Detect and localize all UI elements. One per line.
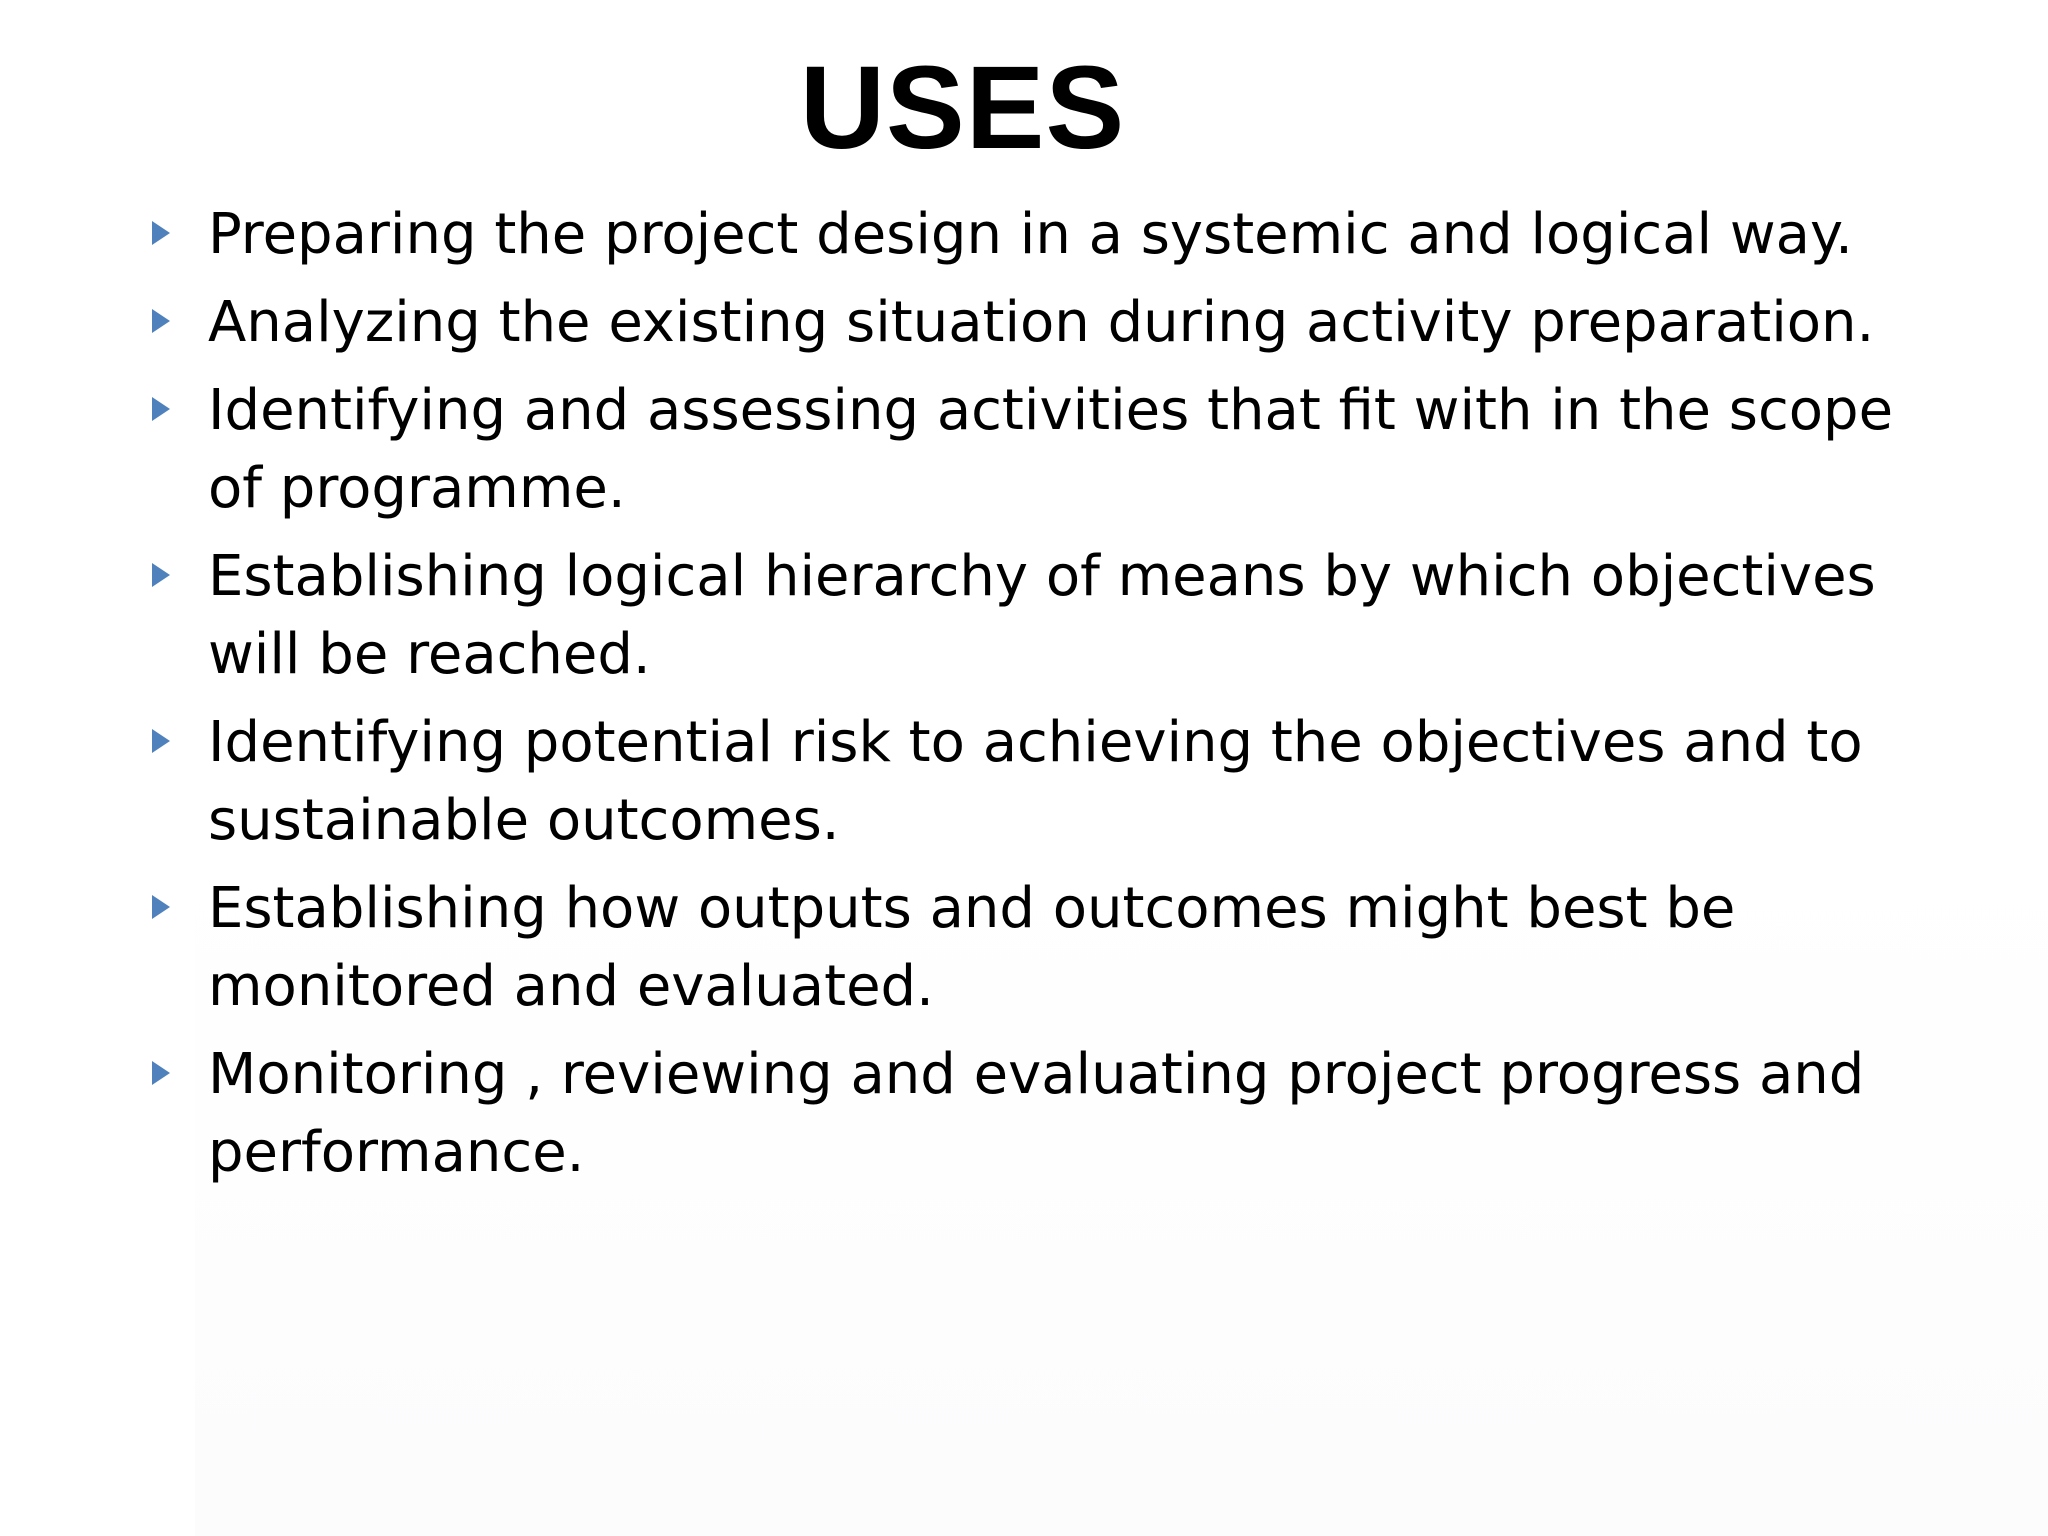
- bullet-list: [148, 196, 1948, 1202]
- bullet-item-7: [148, 1036, 1948, 1192]
- slide-title: USES: [799, 42, 1126, 174]
- triangle-bullet-icon: [152, 729, 170, 753]
- triangle-bullet-icon: [152, 397, 170, 421]
- bullet-item-6: [148, 870, 1948, 1026]
- bullet-text: Analyzing the existing situation during activity preparation.: [208, 290, 1875, 355]
- bullet-item-3: [148, 372, 1948, 528]
- bullet-text: Monitoring , reviewing and evaluating project progress and performance.: [208, 1042, 1865, 1185]
- triangle-bullet-icon: [152, 309, 170, 333]
- bullet-item-1: [148, 196, 1948, 274]
- triangle-bullet-icon: [152, 221, 170, 245]
- triangle-bullet-icon: [152, 563, 170, 587]
- bullet-item-5: [148, 704, 1948, 860]
- bullet-text: Identifying potential risk to achieving the objectives and to sustainable outcomes.: [208, 710, 1863, 853]
- bullet-item-4: [148, 538, 1948, 694]
- bullet-text: Preparing the project design in a systemic and logical way.: [208, 202, 1853, 267]
- bullet-text: Establishing logical hierarchy of means by which objectives will be reached.: [208, 544, 1876, 687]
- bullet-item-2: [148, 284, 1948, 362]
- bullet-text: Identifying and assessing activities that fit with in the scope of programme.: [208, 378, 1894, 521]
- triangle-bullet-icon: [152, 1061, 170, 1085]
- triangle-bullet-icon: [152, 895, 170, 919]
- bullet-text: Establishing how outputs and outcomes might best be monitored and evaluated.: [208, 876, 1736, 1019]
